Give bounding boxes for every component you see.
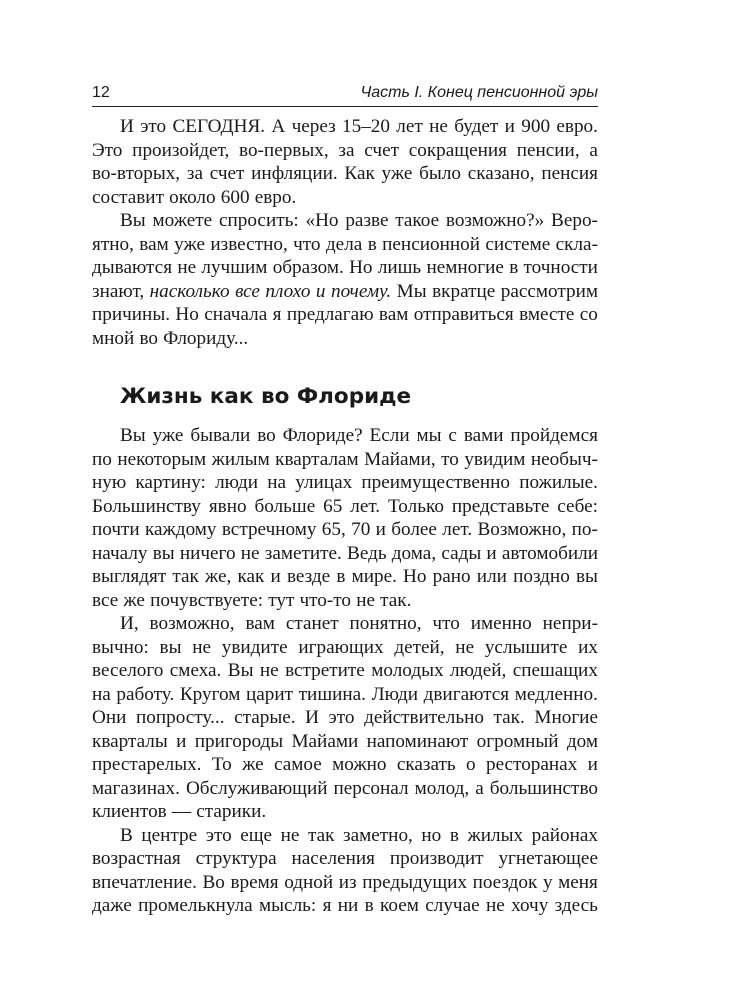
text-line: кварталы и пригороды Майами напоминают огромный дом	[92, 730, 598, 752]
text-line: во-вторых, за счет инфляции. Как уже было сказано, пенсия	[92, 163, 598, 184]
paragraph	[92, 209, 598, 350]
text-line: И это СЕГОДНЯ. А через 15–20 лет не будет и 900 евро.	[120, 116, 598, 137]
text-line: выглядят так же, как и везде в мире. Но рано или поздно вы	[92, 566, 598, 587]
text-line: магазинах. Обслуживающий персонал молод, а большинство	[92, 777, 598, 799]
text-line: возрастная структура населения производит угнетающее	[92, 848, 598, 869]
paragraphs-top	[92, 115, 598, 350]
running-title: Часть I. Конец пенсионной эры	[360, 84, 598, 101]
text-line: почти каждому встречному 65, 70 и более лет. Возможно, по-	[92, 519, 598, 540]
text-line: мной во Флориду...	[92, 327, 249, 349]
page-number: 12	[92, 84, 110, 101]
text-line: Они попросту... старые. И это действительно так. Многие	[92, 707, 598, 728]
text-line: на работу. Кругом царит тишина. Люди двигаются медленно.	[92, 683, 598, 705]
paragraph	[92, 824, 598, 918]
text-line: Вы можете спросить: «Но разве такое возможно?» Веро-	[120, 210, 598, 231]
text-line: составит около 600 евро.	[92, 186, 297, 208]
paragraph	[92, 424, 598, 612]
text-line: причины. Но сначала я предлагаю вам отправиться вместе со	[92, 304, 598, 325]
page-body	[92, 115, 598, 918]
text-line: началу вы ничего не заметите. Ведь дома, сады и автомобили	[92, 542, 598, 564]
text-line: вычно: вы не увидите играющих детей, не услышите их	[92, 636, 598, 658]
text-line: престарелых. То же самое можно сказать о ресторанах и	[92, 754, 598, 775]
running-head	[92, 82, 598, 106]
text-line: все же почувствуете: тут что-то не так.	[92, 589, 412, 611]
text-line: ную картину: люди на улицах преимущественно пожилые.	[92, 472, 598, 493]
text-line: даже промелькнула мысль: я ни в коем случае не хочу здесь	[92, 895, 598, 916]
text-line: знают, насколько все плохо и почему. Мы вкратце рассмотрим	[92, 280, 598, 302]
paragraph	[92, 612, 598, 824]
text-line: В центре это еще не так заметно, но в жилых районах	[120, 824, 598, 846]
text-line: дываются не лучшим образом. Но лишь немногие в точности	[92, 257, 598, 278]
paragraph	[92, 115, 598, 209]
text-line: впечатление. Во время одной из предыдущих поездок у меня	[92, 871, 598, 893]
paragraphs-bottom	[92, 424, 598, 918]
text-line: Это произойдет, во-первых, за счет сокращения пенсии, а	[92, 139, 598, 161]
header-rule	[92, 106, 598, 107]
text-line: по некоторым жилым кварталам Майами, то увидим необыч-	[92, 448, 598, 470]
text-line: ятно, вам уже известно, что дела в пенсионной системе скла-	[92, 233, 598, 255]
text-line: Большинству явно больше 65 лет. Только представьте себе:	[92, 495, 598, 517]
section-heading: Жизнь как во Флориде	[120, 384, 412, 409]
text-line: Вы уже бывали во Флориде? Если мы с вами пройдемся	[120, 425, 598, 446]
text-line: веселого смеха. Вы не встретите молодых людей, спешащих	[92, 660, 598, 681]
text-line: клиентов — старики.	[92, 801, 267, 822]
text-line: И, возможно, вам станет понятно, что именно непри-	[120, 613, 598, 634]
